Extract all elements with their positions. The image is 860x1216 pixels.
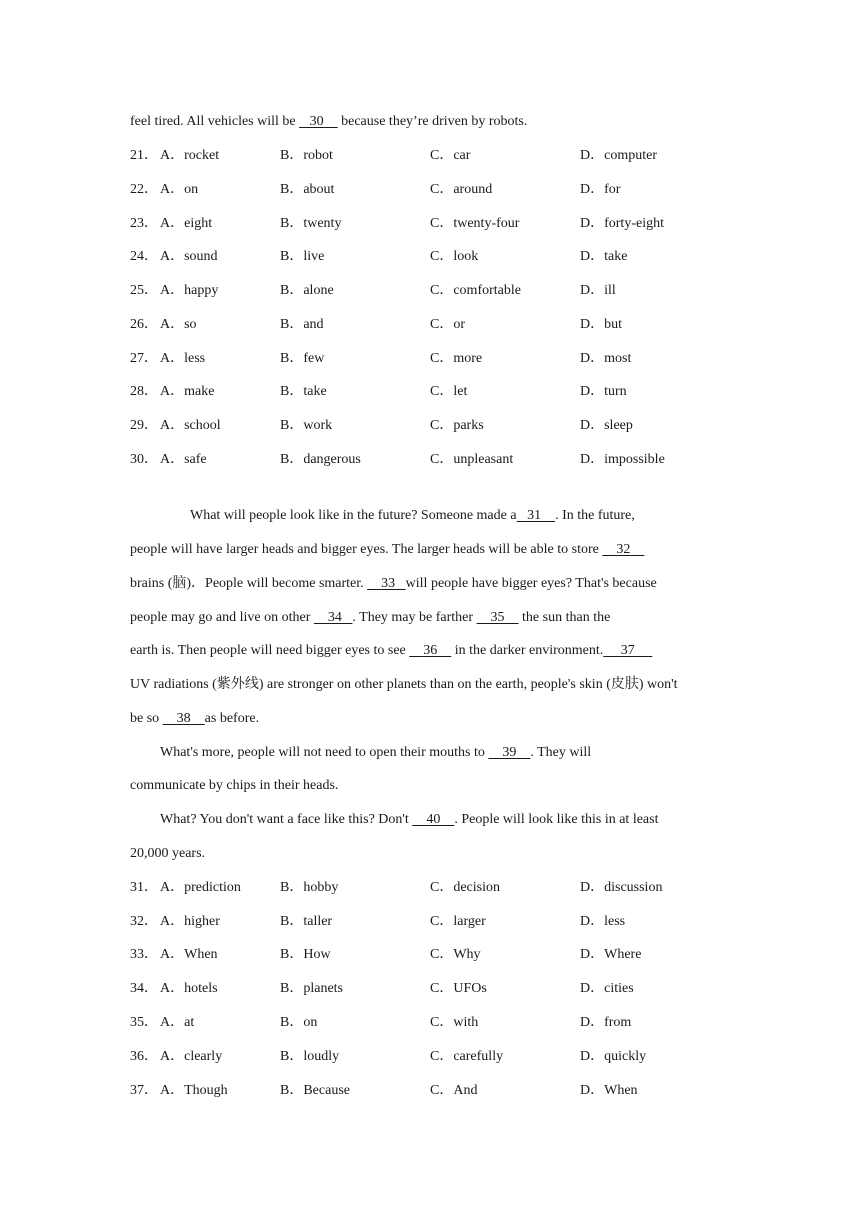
passage-text: earth is. Then people will need bigger eyes to see — [130, 643, 406, 658]
option-d: D．Where — [580, 947, 642, 962]
question-row — [130, 147, 730, 165]
blank-31: 31 — [527, 508, 542, 523]
option-d: D．impossible — [580, 452, 665, 467]
question-number: 31． — [130, 880, 158, 895]
question-number: 34． — [130, 981, 158, 996]
question-number: 22． — [130, 182, 158, 197]
option-d: D．computer — [580, 148, 657, 163]
option-c: C．UFOs — [430, 981, 487, 996]
passage-text: as before. — [204, 711, 260, 726]
option-a: A．rocket — [160, 148, 220, 163]
option-d: D．most — [580, 351, 632, 366]
question-row — [130, 879, 730, 897]
question-row — [130, 980, 730, 998]
passage-text: brains (脑)．People will become smarter. — [130, 576, 364, 591]
passage-line-8 — [160, 744, 591, 762]
option-d: D．discussion — [580, 880, 663, 895]
option-c: C．car — [430, 148, 471, 163]
question-number: 23． — [130, 216, 158, 231]
option-d: D．ill — [580, 283, 616, 298]
option-b: B．taller — [280, 914, 333, 929]
option-c: C．Why — [430, 947, 481, 962]
blank-39: 39 — [502, 745, 517, 760]
intro-line — [130, 113, 527, 131]
passage-line-5 — [130, 642, 652, 660]
blank-34: 34 — [327, 610, 342, 625]
option-c: C．comfortable — [430, 283, 521, 298]
option-d: D．cities — [580, 981, 634, 996]
option-b: B．How — [280, 947, 331, 962]
passage-text: people will have larger heads and bigger eyes. The larger heads will be able to store — [130, 542, 599, 557]
option-b: B．hobby — [280, 880, 339, 895]
passage-text: . People will look like this in at least — [454, 812, 659, 827]
question-number: 27． — [130, 351, 158, 366]
passage-text: UV radiations (紫外线) are stronger on other planets than on the earth, people's skin (皮肤) won't — [130, 677, 678, 692]
question-row — [130, 248, 730, 266]
option-c: C．look — [430, 249, 479, 264]
question-row — [130, 1048, 730, 1066]
option-b: B．alone — [280, 283, 334, 298]
blank-37: 37 — [620, 643, 635, 658]
passage-text: . In the future, — [555, 508, 635, 523]
question-row — [130, 383, 730, 401]
question-number: 35． — [130, 1015, 158, 1030]
question-number: 30． — [130, 452, 158, 467]
blank-38: 38 — [176, 711, 191, 726]
option-a: A．happy — [160, 283, 219, 298]
option-c: C．larger — [430, 914, 486, 929]
passage-line-3 — [130, 575, 657, 593]
option-a: A．less — [160, 351, 206, 366]
passage-text: What's more, people will not need to open their mouths to — [160, 745, 485, 760]
blank-36: 36 — [423, 643, 438, 658]
option-a: A．higher — [160, 914, 220, 929]
question-row — [130, 282, 730, 300]
question-number: 33． — [130, 947, 158, 962]
option-b: B．on — [280, 1015, 318, 1030]
passage-text: . They may be farther — [352, 610, 474, 625]
passage-line-10 — [160, 811, 658, 829]
question-row — [130, 1014, 730, 1032]
passage-text: be so — [130, 711, 160, 726]
passage-text: in the darker environment. — [454, 643, 604, 658]
option-d: D．from — [580, 1015, 632, 1030]
passage-text: What? You don't want a face like this? Don't — [160, 812, 409, 827]
blank-35: 35 — [490, 610, 505, 625]
option-b: B．work — [280, 418, 333, 433]
option-a: A．eight — [160, 216, 213, 231]
question-row — [130, 181, 730, 199]
option-d: D．for — [580, 182, 621, 197]
option-b: B．about — [280, 182, 335, 197]
passage-line-7 — [130, 710, 259, 728]
blank-33: 33 — [381, 576, 396, 591]
question-number: 36． — [130, 1049, 158, 1064]
option-a: A．sound — [160, 249, 218, 264]
question-row — [130, 946, 730, 964]
option-a: A．safe — [160, 452, 207, 467]
option-b: B．Because — [280, 1083, 350, 1098]
blank-30: 30 — [309, 114, 324, 129]
option-c: C．And — [430, 1083, 478, 1098]
option-c: C．decision — [430, 880, 500, 895]
question-number: 24． — [130, 249, 158, 264]
passage-line-2 — [130, 541, 644, 559]
option-a: A．clearly — [160, 1049, 223, 1064]
option-c: C．carefully — [430, 1049, 504, 1064]
option-a: A．on — [160, 182, 199, 197]
option-d: D．take — [580, 249, 628, 264]
question-number: 28． — [130, 384, 158, 399]
question-row — [130, 451, 730, 469]
option-d: D．less — [580, 914, 626, 929]
option-a: A．prediction — [160, 880, 241, 895]
option-b: B．robot — [280, 148, 333, 163]
passage-line-4 — [130, 609, 610, 627]
passage-text: . They will — [530, 745, 592, 760]
option-b: B．take — [280, 384, 327, 399]
question-number: 25． — [130, 283, 158, 298]
question-number: 26． — [130, 317, 158, 332]
passage-text: will people have bigger eyes? That's because — [405, 576, 657, 591]
option-d: D．forty-eight — [580, 216, 664, 231]
option-b: B．planets — [280, 981, 343, 996]
option-c: C．or — [430, 317, 465, 332]
passage-line-9 — [130, 777, 338, 795]
passage-text: communicate by chips in their heads. — [130, 778, 339, 793]
option-c: C．around — [430, 182, 493, 197]
question-number: 37． — [130, 1083, 158, 1098]
option-a: A．When — [160, 947, 218, 962]
option-c: C．let — [430, 384, 468, 399]
passage-text: the sun than the — [522, 610, 611, 625]
option-c: C．more — [430, 351, 483, 366]
option-d: D．but — [580, 317, 622, 332]
blank-40: 40 — [426, 812, 441, 827]
question-number: 21． — [130, 148, 158, 163]
question-number: 29． — [130, 418, 158, 433]
option-b: B．dangerous — [280, 452, 361, 467]
passage-text: 20,000 years. — [130, 846, 206, 861]
passage-line-1 — [190, 507, 635, 525]
question-number: 32． — [130, 914, 158, 929]
option-c: C．parks — [430, 418, 484, 433]
option-a: A．Though — [160, 1083, 228, 1098]
option-d: D．sleep — [580, 418, 633, 433]
option-a: A．so — [160, 317, 197, 332]
blank-32: 32 — [616, 542, 631, 557]
option-b: B．twenty — [280, 216, 342, 231]
question-row — [130, 417, 730, 435]
option-b: B．and — [280, 317, 324, 332]
intro-text-after: because they’re driven by robots. — [341, 114, 528, 129]
option-a: A．school — [160, 418, 221, 433]
option-d: D．turn — [580, 384, 627, 399]
option-a: A．make — [160, 384, 215, 399]
option-c: C．unpleasant — [430, 452, 514, 467]
passage-text: people may go and live on other — [130, 610, 311, 625]
option-a: A．at — [160, 1015, 195, 1030]
option-c: C．with — [430, 1015, 479, 1030]
option-a: A．hotels — [160, 981, 218, 996]
question-row — [130, 316, 730, 334]
passage-text: What will people look like in the future? Someone made a — [190, 508, 517, 523]
option-b: B．few — [280, 351, 325, 366]
question-row — [130, 215, 730, 233]
option-c: C．twenty-four — [430, 216, 520, 231]
question-row — [130, 1082, 730, 1100]
passage-line-11 — [130, 845, 205, 863]
option-d: D．When — [580, 1083, 638, 1098]
question-row — [130, 913, 730, 931]
passage-line-6 — [130, 676, 678, 694]
option-b: B．loudly — [280, 1049, 340, 1064]
intro-text-before: feel tired. All vehicles will be — [130, 114, 296, 129]
option-b: B．live — [280, 249, 325, 264]
option-d: D．quickly — [580, 1049, 647, 1064]
question-row — [130, 350, 730, 368]
